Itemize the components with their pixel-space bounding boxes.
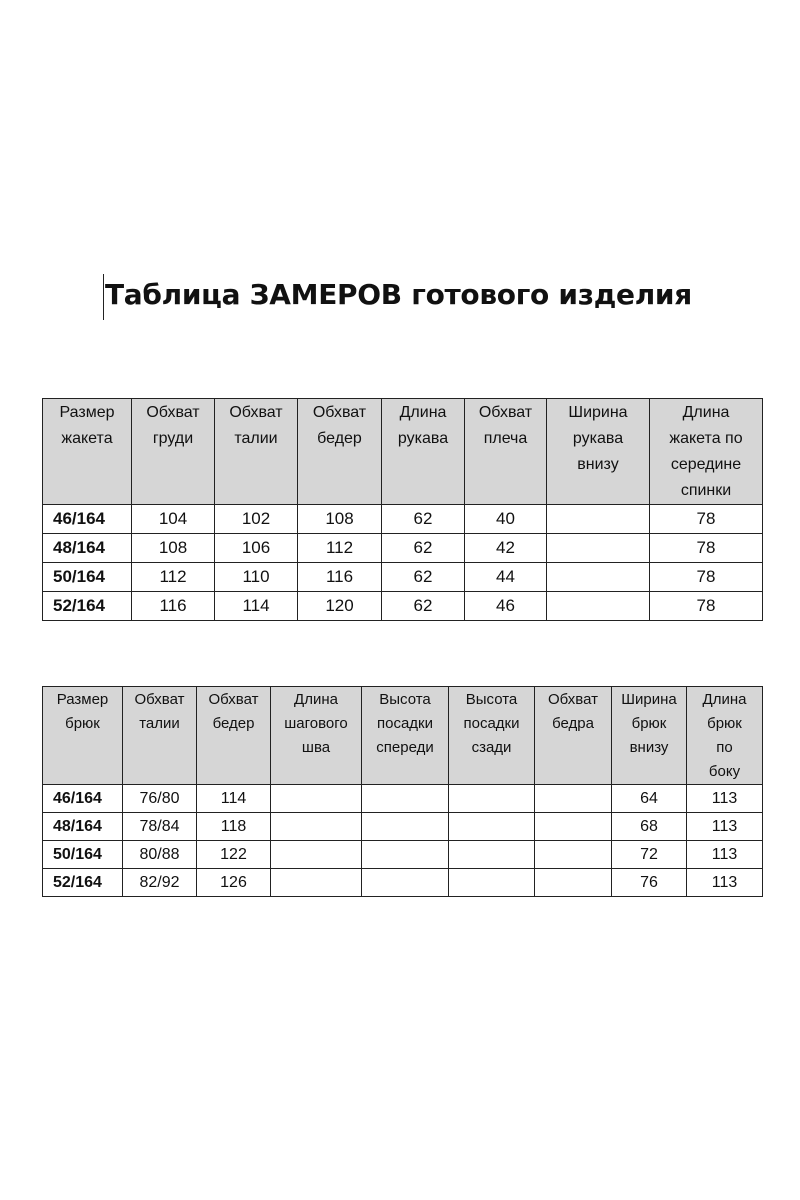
column-header [215, 399, 298, 505]
value-cell: 78/84 [123, 813, 197, 841]
value-cell: 116 [132, 592, 215, 621]
value-cell: 110 [215, 563, 298, 592]
value-cell [271, 841, 362, 869]
column-header [271, 687, 362, 785]
column-header-line: талии [139, 715, 180, 732]
jacket-table-header [43, 399, 763, 505]
column-header-line: Размер [56, 691, 109, 708]
value-cell [547, 563, 650, 592]
column-header-line: Длина [399, 404, 447, 421]
value-cell [362, 869, 449, 897]
value-cell: 120 [298, 592, 382, 621]
column-header-line: шагового [284, 715, 348, 732]
value-cell [362, 841, 449, 869]
column-header-line: бедер [317, 430, 362, 447]
value-cell: 62 [382, 505, 465, 534]
value-cell: 126 [197, 869, 271, 897]
value-cell: 78 [650, 534, 763, 563]
column-header-line: боку [708, 763, 741, 780]
column-header [382, 399, 465, 505]
column-header-line: шва [301, 739, 331, 756]
value-cell: 44 [465, 563, 547, 592]
value-cell: 102 [215, 505, 298, 534]
value-cell: 76/80 [123, 785, 197, 813]
value-cell: 106 [215, 534, 298, 563]
value-cell: 78 [650, 592, 763, 621]
table-row [43, 813, 763, 841]
column-header [535, 687, 612, 785]
size-cell: 50/164 [43, 841, 123, 869]
column-header-line: бедра [552, 715, 594, 732]
column-header-line: середине [670, 456, 742, 473]
value-cell: 42 [465, 534, 547, 563]
value-cell [271, 869, 362, 897]
size-cell: 50/164 [43, 563, 132, 592]
value-cell: 62 [382, 563, 465, 592]
table-row [43, 592, 763, 621]
column-header-line: внизу [629, 739, 669, 756]
column-header-line: талии [234, 430, 278, 447]
value-cell: 116 [298, 563, 382, 592]
column-header [465, 399, 547, 505]
size-cell: 46/164 [43, 785, 123, 813]
column-header [687, 687, 763, 785]
table-row [43, 785, 763, 813]
value-cell [535, 813, 612, 841]
table-row [43, 563, 763, 592]
column-header-line: спинки [680, 482, 732, 499]
column-header [650, 399, 763, 505]
column-header-line: посадки [463, 715, 520, 732]
value-cell [449, 785, 535, 813]
column-header [298, 399, 382, 505]
value-cell: 114 [215, 592, 298, 621]
value-cell [362, 785, 449, 813]
table-row [43, 505, 763, 534]
text-cursor [103, 274, 104, 320]
column-header-line: Обхват [478, 404, 533, 421]
column-header-line: жакета по [669, 430, 743, 447]
table-row [43, 841, 763, 869]
size-cell: 46/164 [43, 505, 132, 534]
column-header-line: Размер [59, 404, 115, 421]
column-header [612, 687, 687, 785]
column-header-line: Длина [682, 404, 730, 421]
column-header-line: Обхват [312, 404, 367, 421]
column-header [132, 399, 215, 505]
value-cell: 40 [465, 505, 547, 534]
value-cell: 122 [197, 841, 271, 869]
column-header [123, 687, 197, 785]
column-header-line: Обхват [548, 691, 598, 708]
value-cell: 78 [650, 563, 763, 592]
value-cell [535, 869, 612, 897]
column-header [362, 687, 449, 785]
column-header-line: Ширина [568, 404, 628, 421]
value-cell: 112 [132, 563, 215, 592]
column-header-line: груди [152, 430, 194, 447]
value-cell: 113 [687, 869, 763, 897]
column-header-line: брюк [707, 715, 742, 732]
value-cell: 64 [612, 785, 687, 813]
value-cell: 112 [298, 534, 382, 563]
value-cell [547, 534, 650, 563]
value-cell: 108 [132, 534, 215, 563]
column-header-line: спереди [376, 739, 434, 756]
column-header-line: Высота [379, 691, 431, 708]
column-header-line: брюк [65, 715, 100, 732]
column-header-line: Ширина [621, 691, 677, 708]
column-header [43, 399, 132, 505]
column-header-line: бедер [212, 715, 255, 732]
column-header-line: посадки [376, 715, 433, 732]
column-header-line: внизу [577, 456, 619, 473]
pants-table-header [43, 687, 763, 785]
value-cell: 62 [382, 534, 465, 563]
column-header [197, 687, 271, 785]
jacket-table-body [43, 505, 763, 621]
value-cell [271, 785, 362, 813]
column-header-line: рукава [572, 430, 624, 447]
value-cell: 104 [132, 505, 215, 534]
value-cell: 62 [382, 592, 465, 621]
value-cell: 76 [612, 869, 687, 897]
size-cell: 48/164 [43, 534, 132, 563]
value-cell [362, 813, 449, 841]
size-cell: 52/164 [43, 869, 123, 897]
size-cell: 48/164 [43, 813, 123, 841]
value-cell: 114 [197, 785, 271, 813]
value-cell: 78 [650, 505, 763, 534]
column-header-line: Обхват [208, 691, 259, 708]
table-row [43, 534, 763, 563]
value-cell [535, 785, 612, 813]
value-cell: 80/88 [123, 841, 197, 869]
value-cell: 113 [687, 785, 763, 813]
table-row [43, 869, 763, 897]
page-title: Таблица ЗАМЕРОВ готового изделия [105, 278, 692, 311]
value-cell: 82/92 [123, 869, 197, 897]
value-cell [449, 813, 535, 841]
value-cell [547, 505, 650, 534]
value-cell: 108 [298, 505, 382, 534]
value-cell [535, 841, 612, 869]
column-header-line: по [716, 739, 733, 756]
pants-measurements-table [42, 686, 763, 897]
column-header [43, 687, 123, 785]
value-cell: 113 [687, 813, 763, 841]
value-cell [271, 813, 362, 841]
pants-table-body [43, 785, 763, 897]
size-cell: 52/164 [43, 592, 132, 621]
value-cell: 118 [197, 813, 271, 841]
value-cell: 113 [687, 841, 763, 869]
column-header-line: Длина [702, 691, 747, 708]
column-header-line: брюк [631, 715, 667, 732]
column-header [449, 687, 535, 785]
column-header-line: Обхват [229, 404, 283, 421]
column-header-line: плеча [483, 430, 528, 447]
column-header [547, 399, 650, 505]
value-cell [449, 841, 535, 869]
jacket-measurements-table [42, 398, 763, 621]
column-header-line: жакета [61, 430, 113, 447]
value-cell: 72 [612, 841, 687, 869]
column-header-line: Высота [465, 691, 518, 708]
column-header-line: сзади [471, 739, 512, 756]
value-cell [547, 592, 650, 621]
value-cell [449, 869, 535, 897]
column-header-line: Длина [294, 691, 338, 708]
column-header-line: Обхват [146, 404, 200, 421]
column-header-line: Обхват [134, 691, 185, 708]
value-cell: 68 [612, 813, 687, 841]
column-header-line: рукава [397, 430, 449, 447]
value-cell: 46 [465, 592, 547, 621]
